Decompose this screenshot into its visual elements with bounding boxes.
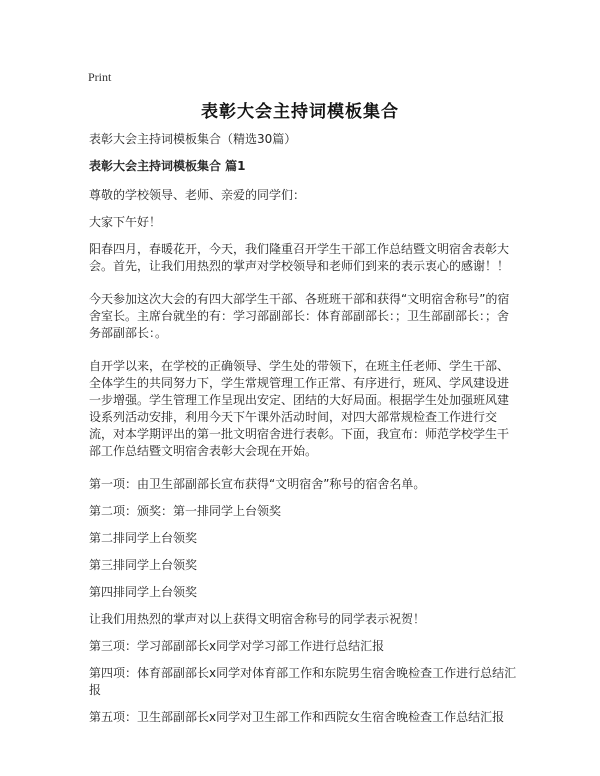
agenda-row-3: 第三排同学上台领奖 [89,558,198,572]
agenda-item-4: 第四项：体育部副部长x同学对体育部工作和东院男生宿舍晚检查工作进行总结汇报 [89,666,517,697]
agenda-item-3: 第三项：学习部副部长x同学对学习部工作进行总结汇报 [89,639,385,653]
document-title: 表彰大会主持词模板集合 [201,102,399,122]
agenda-row-4: 第四排同学上台领奖 [89,585,198,599]
agenda-item-2: 第二项：颁奖：第一排同学上台领奖 [89,504,282,518]
intro-line: 表彰大会主持词模板集合（精选30篇） [89,132,297,146]
congratulation-line: 让我们用热烈的掌声对以上获得文明宿舍称号的同学表示祝贺！ [89,612,426,626]
agenda-item-1: 第一项：由卫生部副部长宣布获得“文明宿舍”称号的宿舍名单。 [89,477,426,491]
paragraph-attendees: 今天参加这次大会的有四大部学生干部、各班班干部和获得“文明宿舍称号”的宿舍室长。主席台就坐的有：学习部副部长：体育部副部长：；卫生部副部长：；舍务部副部长：。 [89,292,510,340]
section-heading: 表彰大会主持词模板集合 篇1 [89,159,246,173]
agenda-row-2: 第二排同学上台领奖 [89,531,198,545]
greeting-afternoon: 大家下午好！ [89,215,162,229]
document-body [89,131,517,736]
greeting: 尊敬的学校领导、老师、亲爱的同学们： [89,188,306,202]
paragraph-summary: 自开学以来，在学校的正确领导、学生处的带领下，在班主任老师、学生干部、全体学生的共同努力下，学生常规管理工作正常、有序进行，班风、学风建设进一步增强。学生管理工作呈现出安定、团结的大好局面。根据学生处加强班风建设系列活动安排，利用今天下午课外活动时间，对四大部常规检查工作进行交流，对本学期评出的第一批文明宿舍进行表彰。下面，我宣布：师范学校学生干部工作总结暨文明宿舍表彰大会现在开始。 [89,359,510,458]
paragraph-opening: 阳春四月，春暖花开，今天，我们隆重召开学生干部工作总结暨文明宿舍表彰大会。首先，让我们用热烈的掌声对学校领导和老师们到来的表示衷心的感谢！！ [89,242,510,273]
agenda-item-5: 第五项：卫生部副部长x同学对卫生部工作和西院女生宿舍晚检查工作总结汇报 [89,710,505,724]
print-label: Print [88,70,112,84]
